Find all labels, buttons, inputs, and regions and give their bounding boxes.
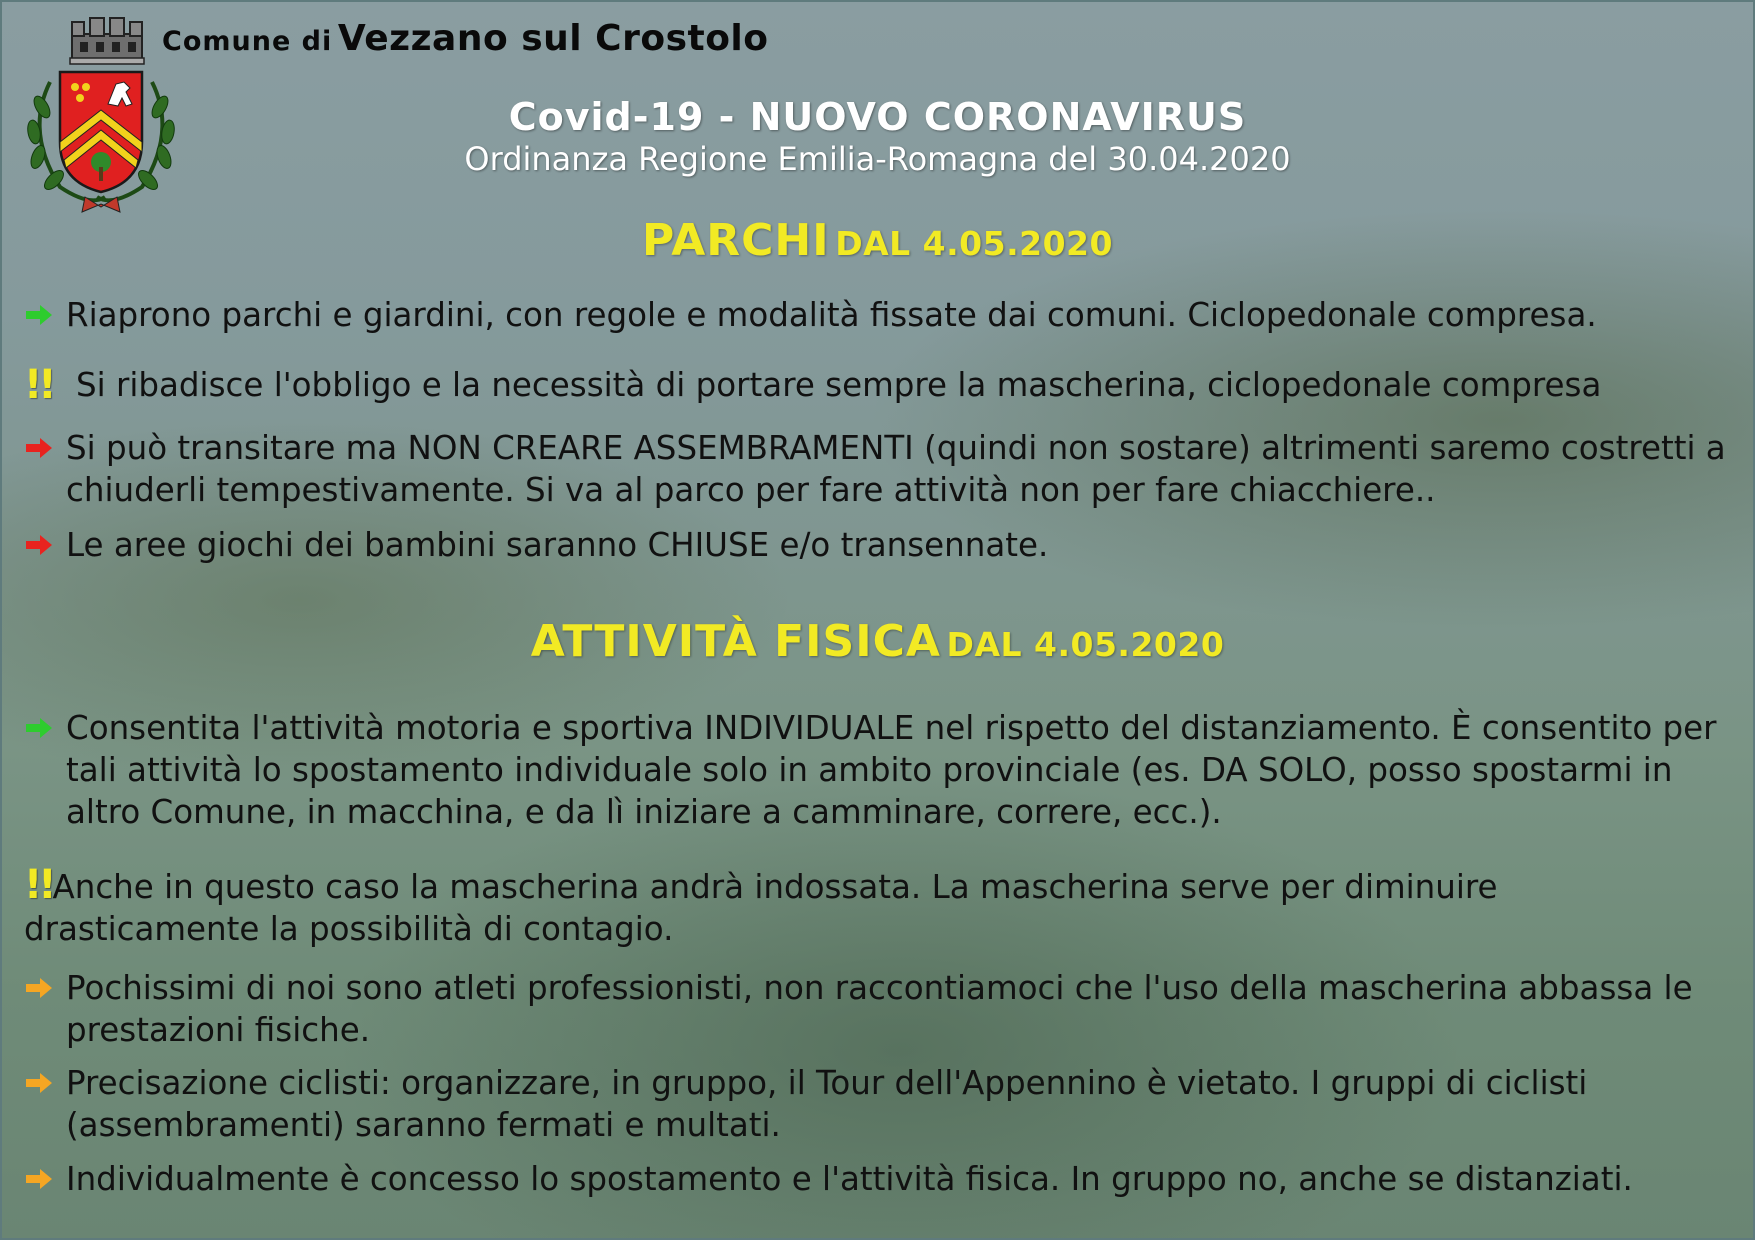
list-item-text: Riaprono parchi e giardini, con regole e modalità fissate dai comuni. Ciclopedonale compresa. [66, 296, 1597, 334]
list-item-text: Consentita l'attività motoria e sportiva INDIVIDUALE nel rispetto del distanziamento. È consentito per tali attività lo spostamento individuale solo in ambito provinciale (es. DA SOLO, posso spostarmi in altro Comune, in macchina, e da lì iniziare a camminare, correre, ecc.). [66, 709, 1717, 831]
green-arrow-icon [24, 294, 62, 346]
list-item-text: Pochissimi di noi sono atleti professionisti, non raccontiamoci che l'uso della mascherina abbassa le prestazioni fisiche. [66, 969, 1693, 1049]
list-item-text: Si può transitare ma NON CREARE ASSEMBRAMENTI (quindi non sostare) altrimenti saremo costretti a chiuderli tempestivamente. Si va al parco per fare attività non per fare chiacchiere.. [66, 429, 1726, 509]
page-subtitle: Ordinanza Regione Emilia-Romagna del 30.04.2020 [464, 140, 1291, 178]
list-item-text: Individualmente è concesso lo spostamento e l'attività fisica. In gruppo no, anche se distanziati. [66, 1160, 1633, 1198]
section-date: DAL 4.05.2020 [835, 224, 1113, 263]
warning-icon: !! [24, 362, 53, 408]
list-item [24, 524, 1734, 566]
list-item [24, 427, 1734, 511]
green-arrow-icon [24, 707, 62, 759]
section-heading-parchi [0, 215, 1755, 266]
list-item-text: Anche in questo caso la mascherina andrà indossata. La mascherina serve per diminuire drasticamente la possibilità di contagio. [24, 868, 1498, 948]
list-item [24, 1062, 1734, 1146]
page-title: Covid-19 - NUOVO CORONAVIRUS [508, 95, 1247, 139]
section-title: PARCHI [642, 215, 830, 266]
municipality-name [162, 18, 769, 59]
list-item [24, 707, 1734, 833]
section-heading-attivita [0, 616, 1755, 667]
orange-arrow-icon [24, 1062, 62, 1114]
orange-arrow-icon [24, 1158, 62, 1210]
section-title: ATTIVITÀ FISICA [530, 616, 941, 667]
list-item-text: Precisazione ciclisti: organizzare, in gruppo, il Tour dell'Appennino è vietato. I gruppi di ciclisti (assembramenti) saranno fermati e multati. [66, 1064, 1588, 1144]
section-date: DAL 4.05.2020 [946, 625, 1225, 664]
list-item-text: Le aree giochi dei bambini saranno CHIUSE e/o transennate. [66, 526, 1049, 564]
list-item [24, 967, 1734, 1051]
list-item-text: Si ribadisce l'obbligo e la necessità di portare sempre la mascherina, ciclopedonale compresa [76, 366, 1602, 404]
red-arrow-icon [24, 427, 62, 479]
list-item [24, 294, 1734, 336]
list-item [24, 364, 1734, 406]
list-item [24, 1158, 1734, 1200]
comune-di-label: Comune di [162, 26, 333, 57]
red-arrow-icon [24, 524, 62, 576]
list-item [24, 864, 1734, 950]
comune-name: Vezzano sul Crostolo [337, 18, 769, 59]
orange-arrow-icon [24, 967, 62, 1019]
warning-icon: !! [24, 862, 53, 908]
